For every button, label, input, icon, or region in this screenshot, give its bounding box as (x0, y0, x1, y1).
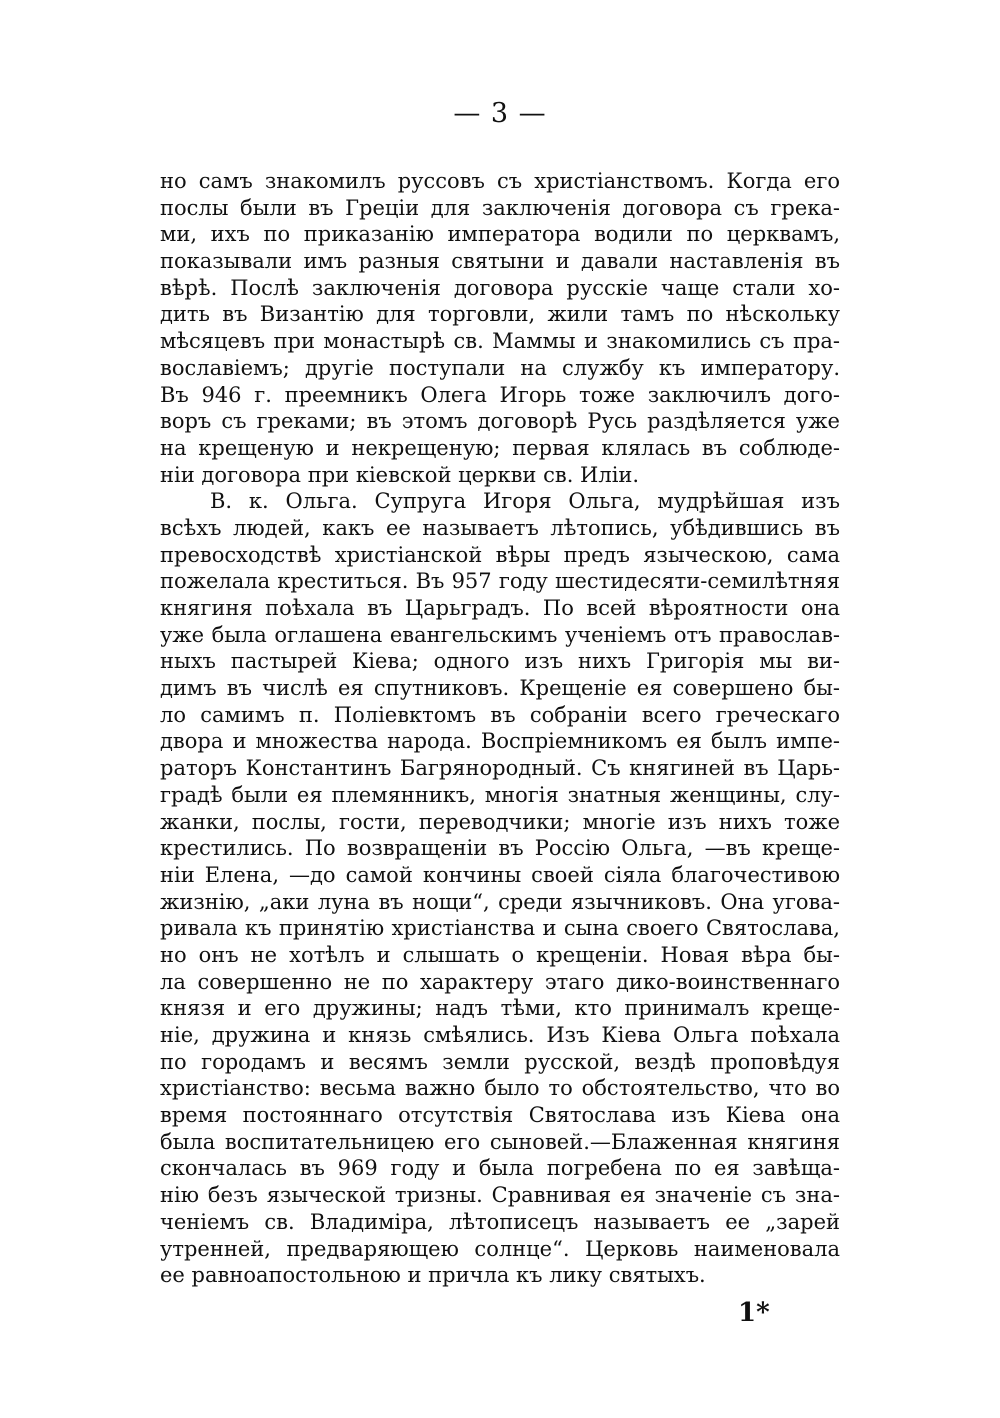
text-line-heading: В. к. Ольга. Супруга Игоря Ольга, мудрѣйшая изъ (210, 489, 840, 514)
text-line: показывали имъ разныя святыни и давали наставленія въ (160, 249, 840, 274)
text-line: димъ въ числѣ ея спутниковъ. Крещеніе ея совершено бы- (160, 676, 840, 701)
text-line: ми, ихъ по приказанію императора водили по церквамъ, (160, 222, 840, 247)
paragraph-igor (160, 168, 840, 488)
text-line: раторъ Константинъ Багрянородный. Съ княгиней въ Царь- (160, 756, 840, 781)
text-line: скончалась въ 969 году и была погребена по ея завѣща- (160, 1156, 840, 1181)
text-line: воръ съ греками; въ этомъ договорѣ Русь раздѣляется уже (160, 409, 840, 434)
text-line: градѣ были ея племянникъ, многія знатныя женщины, слу- (160, 782, 840, 807)
text-line: княгиня поѣхала въ Царьградъ. По всей вѣроятности она (160, 596, 840, 620)
body-text (160, 168, 840, 1289)
text-line: христіанство: весьма важно было то обстоятельство, что во (160, 1076, 840, 1101)
text-line: крестились. По возвращеніи въ Россію Ольга, —въ креще- (160, 836, 840, 861)
text-line: ніе, дружина и князь смѣялись. Изъ Кіева Ольга поѣхала (160, 1023, 840, 1047)
text-line: была воспитательницею его сыновей.—Блаженная княгиня (160, 1129, 840, 1154)
text-line: ее равноапостольною и причла къ лику святыхъ. (160, 1263, 706, 1288)
text-line: но самъ знакомилъ руссовъ съ христіанствомъ. Когда его (160, 169, 840, 193)
text-line: князя и его дружины; надъ тѣми, кто принималъ креще- (160, 996, 840, 1021)
text-line: но онъ не хотѣлъ и слышать о крещеніи. Новая вѣра бы- (160, 942, 840, 967)
text-line: время постояннаго отсутствія Святослава изъ Кіева она (160, 1103, 840, 1128)
text-line: жанки, послы, гости, переводчики; многіе изъ нихъ тоже (160, 809, 840, 834)
text-line: уже была оглашена евангельскимъ ученіемъ отъ православ- (160, 622, 840, 647)
text-line: ныхъ пастырей Кіева; одного изъ нихъ Григорія мы ви- (160, 649, 840, 674)
text-line: ніи Елена, —до самой кончины своей сіяла благочестивою (160, 862, 840, 887)
text-line: ривала къ принятію христіанства и сына своего Святослава, (160, 916, 840, 941)
text-line: нію безъ языческой тризны. Сравнивая ея значеніе съ зна- (160, 1183, 840, 1208)
text-line: послы были въ Греціи для заключенія договора съ грека- (160, 195, 840, 220)
text-line: пожелала креститься. Въ 957 году шестидесяти-семилѣтняя (160, 569, 840, 594)
text-line: ла совершенно не по характеру этаго дико-воинственнаго (160, 969, 840, 994)
text-line: по городамъ и весямъ земли русской, вездѣ проповѣдуя (160, 1049, 840, 1074)
text-line: жизнію, „аки луна въ нощи“, среди язычниковъ. Она угова- (160, 889, 840, 914)
page-number: — 3 — (453, 98, 547, 129)
text-line: вославіемъ; другіе поступали на службу къ императору. (160, 355, 840, 380)
text-line: утренней, предваряющею солнце“. Церковь наименовала (160, 1236, 840, 1261)
text-line: превосходствѣ христіанской вѣры предъ языческою, сама (160, 542, 840, 567)
text-line: всѣхъ людей, какъ ее называетъ лѣтопись, убѣдившись въ (160, 515, 840, 540)
text-line: ніи договора при кіевской церкви св. Иліи. (160, 462, 640, 487)
text-line: на крещеную и некрещеную; первая клялась въ соблюде- (160, 435, 840, 460)
text-line: вѣрѣ. Послѣ заключенія договора русскіе чаще стали хо- (160, 275, 840, 300)
text-line: ченіемъ св. Владиміра, лѣтописецъ называетъ ее „зарей (160, 1209, 840, 1234)
text-line: мѣсяцевъ при монастырѣ св. Маммы и знакомились съ пра- (160, 329, 840, 354)
signature-mark: 1* (738, 1298, 770, 1328)
text-line: дить въ Византію для торговли, жили тамъ по нѣскольку (160, 302, 840, 327)
text-line: двора и множества народа. Воспріемникомъ ея былъ импе- (160, 729, 840, 754)
paragraph-olga (160, 488, 840, 1289)
text-line: Въ 946 г. преемникъ Олега Игорь тоже заключилъ дого- (160, 382, 840, 407)
text-line: ло самимъ п. Поліевктомъ въ собраніи всего греческаго (160, 702, 840, 727)
